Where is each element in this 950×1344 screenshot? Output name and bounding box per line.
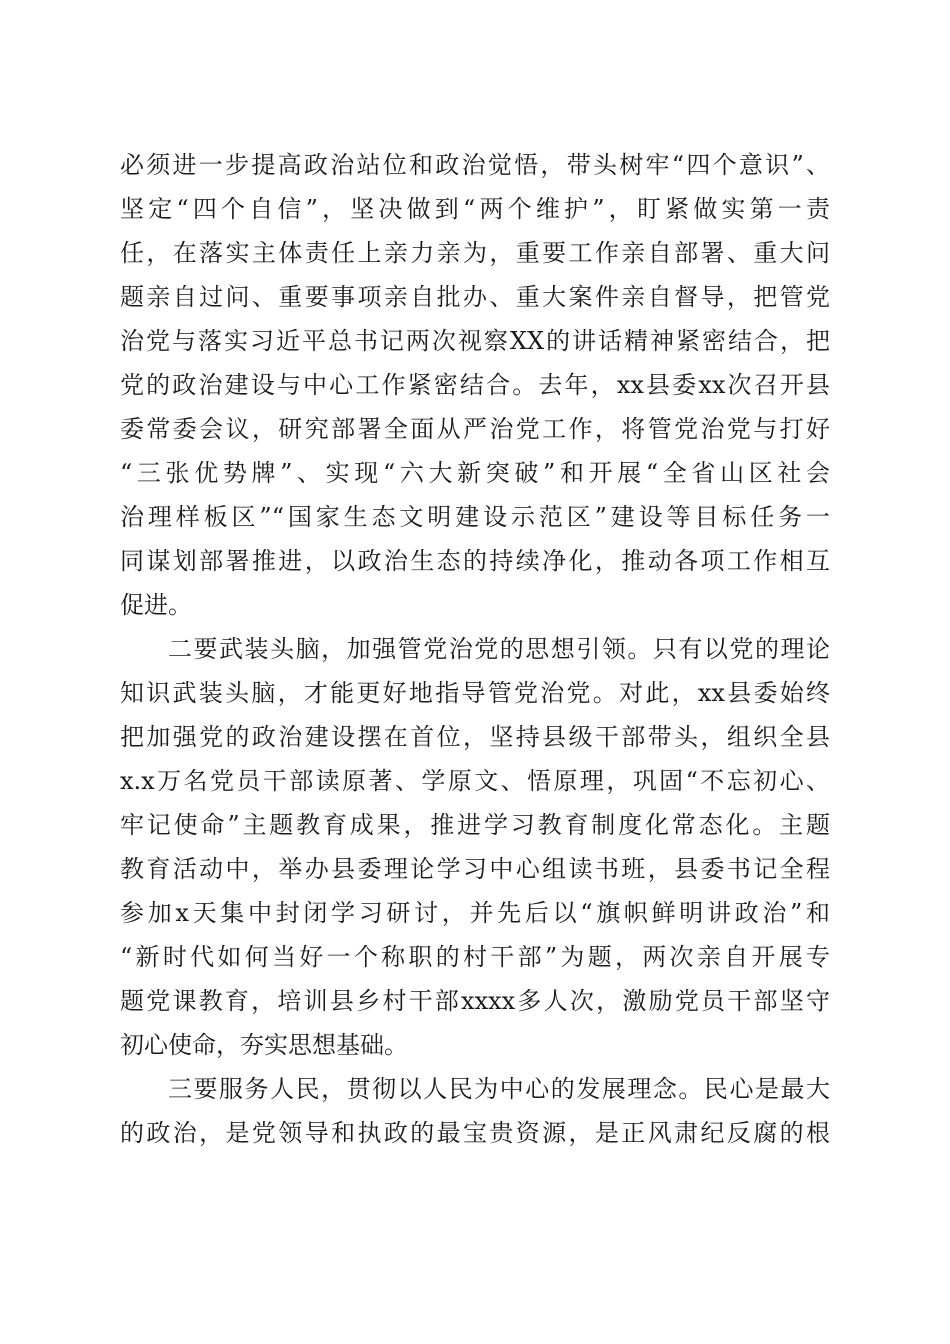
text-line: 参加x天集中封闭学习研讨，并先后以“旗帜鲜明讲政治”和 (120, 899, 830, 927)
text-line: 治党与落实习近平总书记两次视察XX的讲话精神紧密结合，把 (120, 327, 830, 355)
text-line: “新时代如何当好一个称职的村干部”为题，两次亲自开展专 (120, 943, 830, 971)
text-line: 同谋划部署推进，以政治生态的持续净化，推动各项工作相互 (120, 547, 830, 575)
text-line: 党的政治建设与中心工作紧密结合。去年，xx县委xx次召开县 (120, 371, 830, 399)
text-line: 必须进一步提高政治站位和政治觉悟，带头树牢“四个意识”、 (120, 151, 830, 179)
text-line: 三要服务人民，贯彻以人民为中心的发展理念。民心是最大 (168, 1075, 830, 1103)
text-line: 题党课教育，培训县乡村干部xxxx多人次，激励党员干部坚守 (120, 987, 830, 1015)
text-line: 委常委会议，研究部署全面从严治党工作，将管党治党与打好 (120, 415, 830, 443)
paragraph-2 (120, 627, 830, 1067)
text-line: 促进。 (120, 591, 192, 619)
text-line: 任，在落实主体责任上亲力亲为，重要工作亲自部署、重大问 (120, 239, 830, 267)
text-line: 把加强党的政治建设摆在首位，坚持县级干部带头，组织全县 (120, 723, 830, 751)
document-body (120, 143, 830, 1155)
text-line: 题亲自过问、重要事项亲自批办、重大案件亲自督导，把管党 (120, 283, 830, 311)
text-line: x.x万名党员干部读原著、学原文、悟原理，巩固“不忘初心、 (120, 767, 830, 795)
text-line: 初心使命，夯实思想基础。 (120, 1031, 408, 1059)
text-line: 二要武装头脑，加强管党治党的思想引领。只有以党的理论 (168, 635, 830, 663)
text-line: 知识武装头脑，才能更好地指导管党治党。对此，xx县委始终 (120, 679, 830, 707)
text-line: 教育活动中，举办县委理论学习中心组读书班，县委书记全程 (120, 855, 830, 883)
paragraph-1 (120, 143, 830, 627)
paragraph-3 (120, 1067, 830, 1155)
text-line: 的政治，是党领导和执政的最宝贵资源，是正风肃纪反腐的根 (120, 1119, 830, 1147)
text-line: “三张优势牌”、实现“六大新突破”和开展“全省山区社会 (120, 459, 830, 487)
text-line: 治理样板区”“国家生态文明建设示范区”建设等目标任务一 (120, 503, 830, 531)
text-line: 牢记使命”主题教育成果，推进学习教育制度化常态化。主题 (120, 811, 830, 839)
text-line: 坚定“四个自信”，坚决做到“两个维护”，盯紧做实第一责 (120, 195, 830, 223)
